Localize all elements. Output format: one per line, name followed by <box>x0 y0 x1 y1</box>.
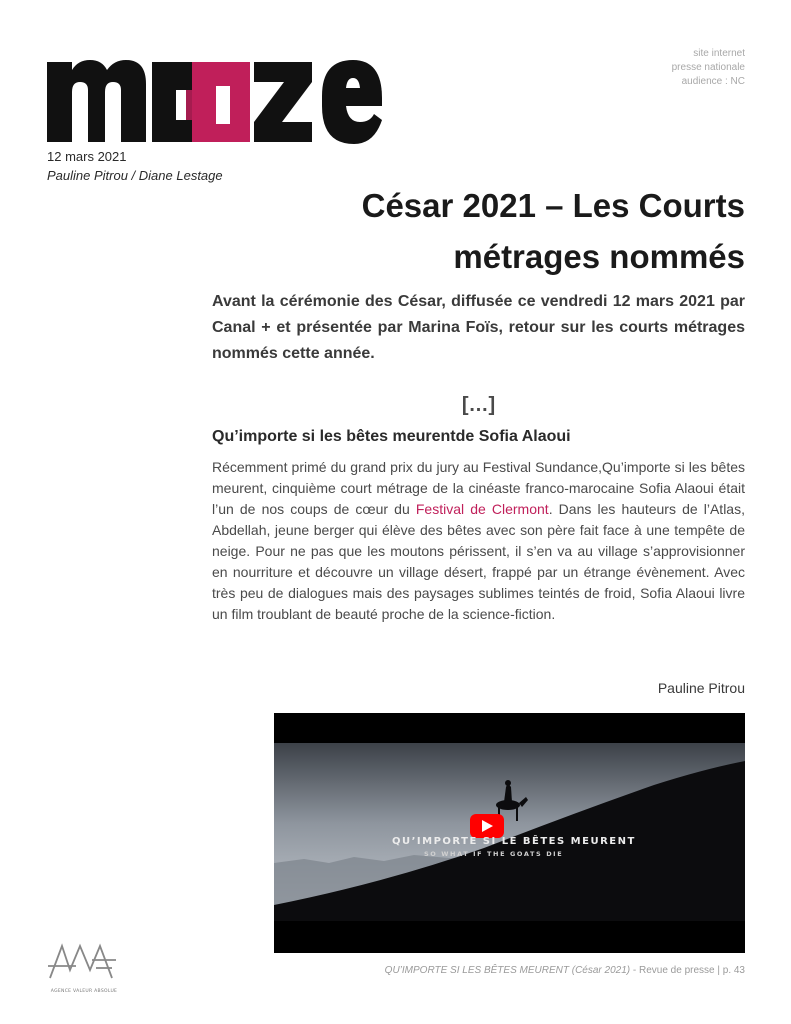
logo-text: maze <box>44 40 47 41</box>
page-footer <box>385 965 745 976</box>
article-signature: Pauline Pitrou <box>657 680 745 696</box>
festival-link[interactable]: Festival de Clermont <box>415 501 549 517</box>
article-lead: Avant la cérémonie des César, diffusée ce vendredi 12 mars 2021 par Canal + et présentée par Marina Foïs, retour sur les courts métrages nommés cette année. <box>212 293 745 362</box>
maze-logo <box>44 40 384 148</box>
video-embed[interactable] <box>274 713 745 953</box>
article-date: 12 mars 2021 <box>47 149 127 164</box>
section-title: Qu’importe si les bêtes meurentde Sofia Alaoui <box>212 428 571 445</box>
article-body <box>212 457 745 625</box>
media-info <box>672 47 745 89</box>
footer-section: - Revue de presse | p. 43 <box>630 965 745 976</box>
article-title: César 2021 – Les Courts métrages nommés <box>361 187 745 275</box>
video-caption-main: QU’IMPORTE SI LE BÊTES MEURENT <box>392 836 636 847</box>
article-authors: Pauline Pitrou / Diane Lestage <box>47 168 223 183</box>
media-type: site internet <box>693 48 745 59</box>
footer-film-title: QU’IMPORTE SI LES BÊTES MEURENT (César 2021) <box>384 965 631 976</box>
press-type: presse nationale <box>671 62 745 73</box>
audience: audience : NC <box>681 76 745 87</box>
video-caption-sub: SO WHAT IF THE GOATS DIE <box>424 850 564 858</box>
video-frame <box>274 713 745 953</box>
agency-logo <box>46 940 122 998</box>
youtube-play-icon[interactable] <box>470 814 504 838</box>
body-text-part2: . Dans les hauteurs de l’Atlas, Abdellah, jeune berger qui élève des bêtes avec son père fait face à une tempête de neige. Pour ne pas que les moutons périssent, il s’en va au village s’approvisionner en nourriture et découvre un village désert, frappé par un étrange évènement. Avec très peu de dialogues mais des paysages sublimes teintés de froid, Sofia Alaoui livre un film troublant de beauté proche de la science-fiction. <box>212 501 745 622</box>
body-text-part1: Récemment primé du grand prix du jury au Festival Sundance,Qu’importe si les bêtes meurent, cinquième court métrage de la cinéaste franco-marocaine Sofia Alaoui était l’un de nos coups de cœur du <box>212 459 745 517</box>
agency-name: AGENCE VALEUR ABSOLUE <box>50 989 118 994</box>
omission-marker: […] <box>461 394 496 416</box>
